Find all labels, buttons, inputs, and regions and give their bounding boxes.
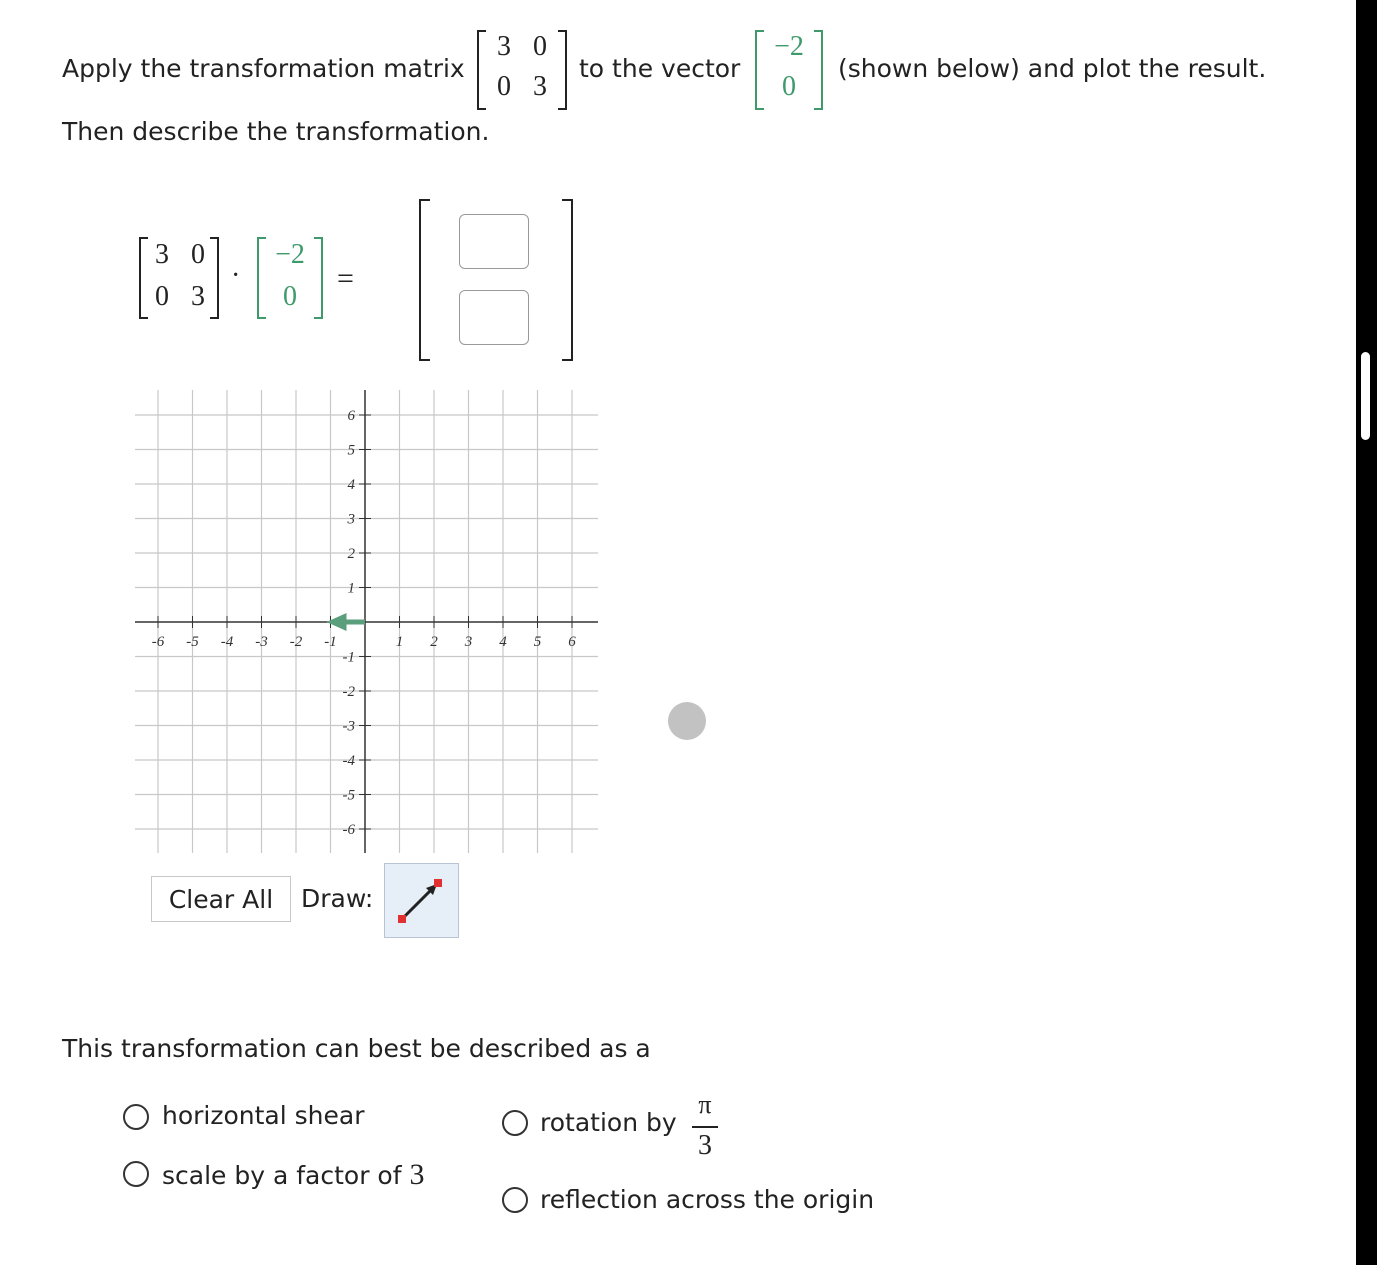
y-tick-label: 4 (347, 477, 355, 493)
radio-rotation[interactable] (502, 1110, 528, 1136)
y-tick-label: -5 (342, 787, 355, 804)
eq-matrix-a: 3 (155, 239, 169, 270)
option-rotation[interactable]: rotation by (540, 1108, 677, 1137)
prompt-part3: (shown below) and plot the result. (838, 54, 1267, 83)
equation-vector (259, 237, 321, 319)
rotation-numerator: π (698, 1090, 712, 1119)
x-tick-label: 4 (499, 634, 507, 650)
clear-all-button[interactable]: Clear All (151, 876, 291, 922)
equals-sign: = (337, 262, 354, 295)
x-tick-label: -6 (151, 634, 165, 650)
matrix-d: 3 (533, 71, 547, 102)
y-tick-label: 3 (347, 511, 355, 528)
eq-matrix-c: 0 (155, 281, 169, 312)
eq-vector-y: 0 (283, 281, 297, 312)
plotted-vector[interactable] (327, 613, 366, 631)
prompt-line2: Then describe the transformation. (62, 117, 490, 146)
x-tick-label: -5 (186, 634, 199, 650)
x-tick-label: 1 (395, 634, 404, 650)
scrollbar-track[interactable] (1356, 0, 1377, 1265)
y-tick-label: -4 (342, 753, 355, 769)
x-tick-label: -2 (289, 634, 303, 650)
vector-arrowhead[interactable] (327, 613, 347, 631)
dot-operator: · (231, 260, 241, 291)
vector-y: 0 (782, 71, 796, 102)
prompt-part2: to the vector (579, 54, 741, 83)
result-y-input[interactable] (459, 290, 529, 345)
scrollbar-thumb[interactable] (1361, 352, 1370, 440)
y-tick-label: 6 (347, 408, 355, 424)
y-tick-label: -6 (342, 822, 355, 838)
matrix-a: 3 (497, 31, 511, 62)
option-scale-value: 3 (409, 1158, 425, 1191)
y-tick-label: -3 (342, 718, 355, 735)
eq-matrix-b: 0 (191, 239, 205, 270)
draw-label: Draw: (301, 884, 374, 913)
y-tick-label: -1 (342, 649, 355, 666)
x-tick-label: 3 (464, 634, 473, 650)
y-tick-label: 5 (347, 442, 355, 459)
option-horizontal-shear[interactable]: horizontal shear (162, 1101, 365, 1130)
x-tick-label: -3 (255, 634, 268, 650)
matrix-b: 0 (533, 31, 547, 62)
x-tick-label: 2 (430, 634, 438, 650)
y-tick-label: -2 (342, 684, 355, 700)
prompt-vector (757, 30, 821, 110)
result-x-input[interactable] (459, 214, 529, 269)
radio-scale[interactable] (123, 1161, 149, 1187)
eq-vector-x: −2 (275, 239, 305, 270)
x-tick-label: -1 (324, 634, 337, 650)
drag-handle[interactable] (668, 702, 706, 740)
vector-tool-button[interactable] (384, 863, 459, 938)
axes (135, 390, 598, 853)
y-tick-label: 1 (347, 580, 355, 597)
radio-reflection[interactable] (502, 1187, 528, 1213)
question-text: This transformation can best be described as a (62, 1034, 651, 1063)
coordinate-graph[interactable] (130, 385, 605, 860)
vector-x: −2 (774, 31, 804, 62)
eq-matrix-d: 3 (191, 281, 205, 312)
equation-matrix (141, 237, 217, 319)
fraction-bar (692, 1126, 718, 1128)
matrix-c: 0 (497, 71, 511, 102)
prompt-part1: Apply the transformation matrix (62, 54, 465, 83)
x-tick-label: 6 (568, 634, 576, 650)
option-scale-text: scale by a factor of (162, 1161, 402, 1190)
rotation-denominator: 3 (698, 1130, 712, 1161)
result-vector (421, 199, 571, 361)
x-tick-label: 5 (533, 634, 542, 650)
option-scale[interactable] (162, 1158, 424, 1192)
x-tick-label: -4 (220, 634, 234, 650)
option-reflection[interactable]: reflection across the origin (540, 1185, 875, 1214)
radio-horizontal-shear[interactable] (123, 1104, 149, 1130)
prompt-matrix (479, 30, 565, 110)
vector-arrow-icon (385, 864, 457, 936)
y-tick-label: 2 (347, 546, 355, 562)
